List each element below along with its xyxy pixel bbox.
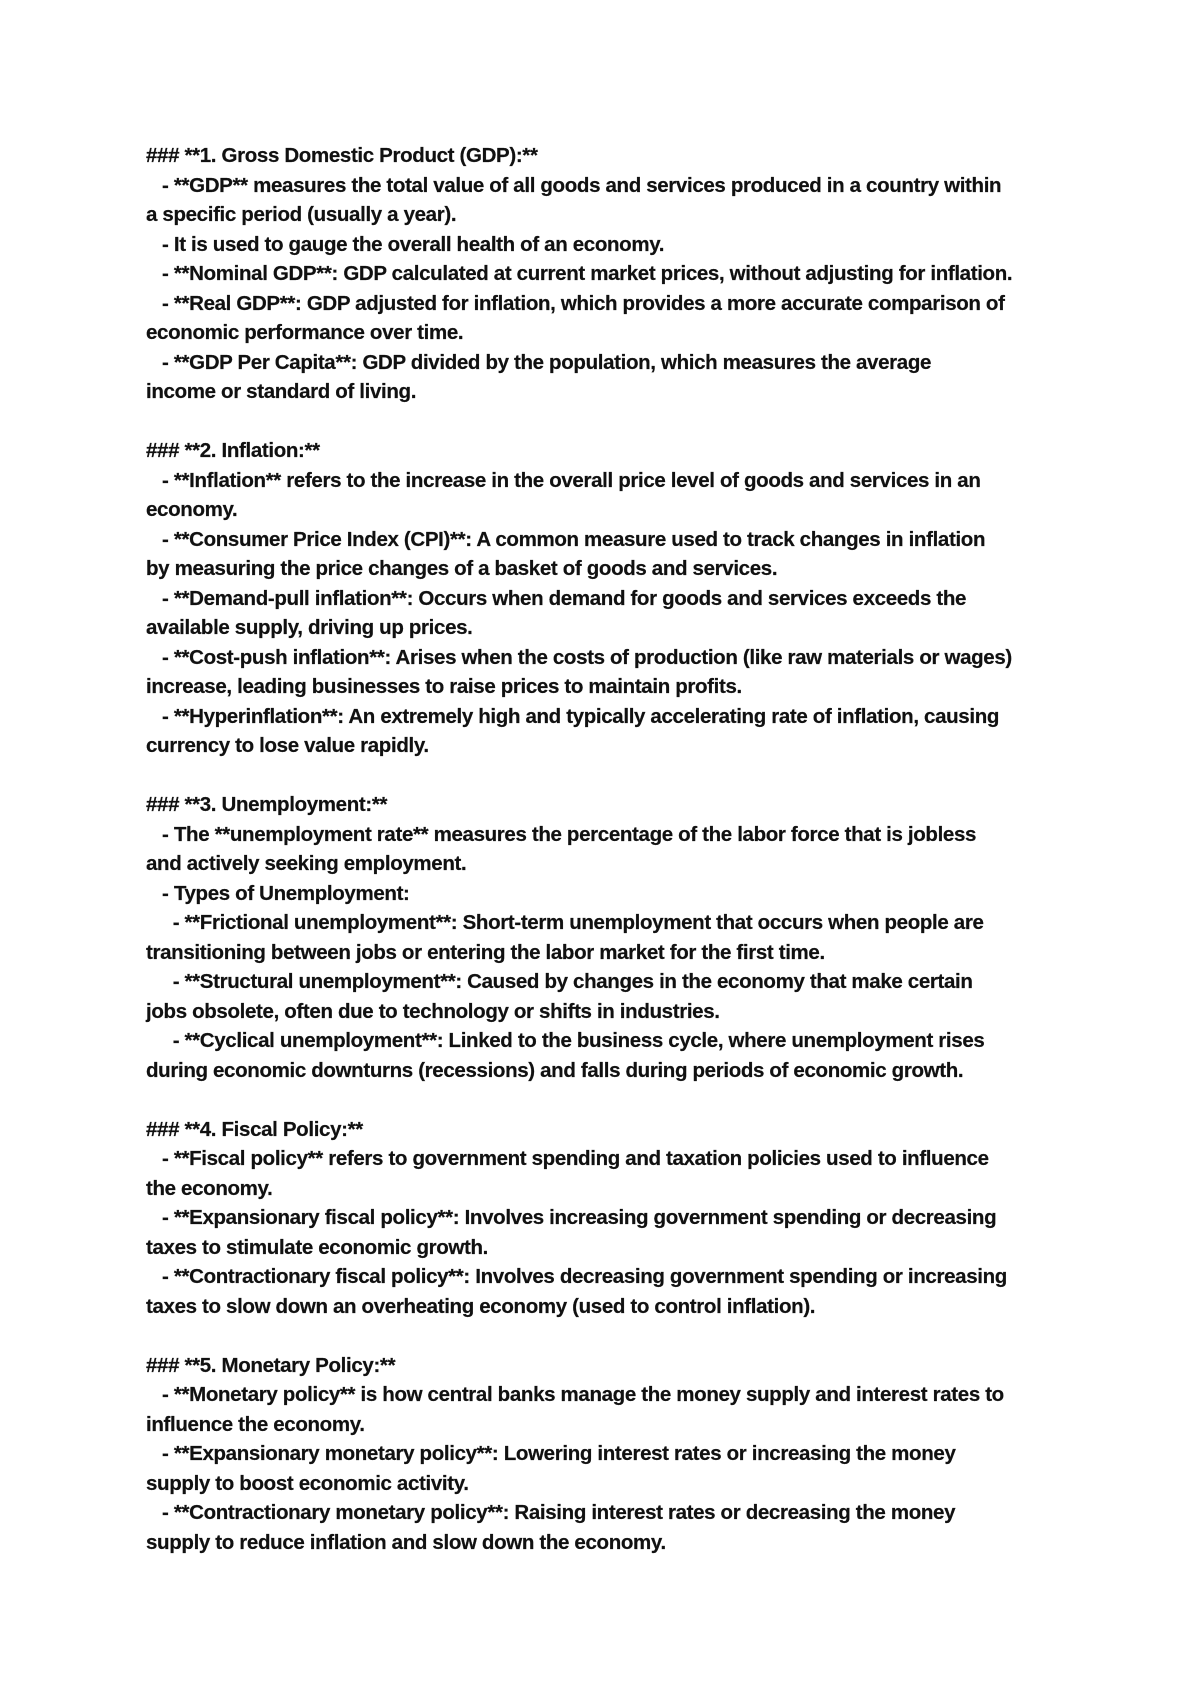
text-line: - **GDP** measures the total value of all goods and services produced in a country within: [146, 173, 1002, 197]
document-body: [146, 141, 1066, 1557]
text-line: - **Nominal GDP**: GDP calculated at current market prices, without adjusting for inflation.: [146, 262, 1013, 285]
text-line: - It is used to gauge the overall health of an economy.: [146, 232, 665, 256]
section-gap: [146, 1321, 1066, 1351]
section-fiscal-policy: [146, 1115, 1066, 1322]
text-line: taxes to slow down an overheating economy (used to control inflation).: [146, 1294, 816, 1318]
text-line: - **GDP Per Capita**: GDP divided by the population, which measures the average: [146, 350, 932, 374]
text-line: - The **unemployment rate** measures the percentage of the labor force that is jobless: [146, 822, 977, 846]
text-line: - **Frictional unemployment**: Short-term unemployment that occurs when people are: [146, 911, 984, 934]
section-monetary-policy: [146, 1351, 1066, 1558]
text-line: a specific period (usually a year).: [146, 203, 457, 226]
text-line: - **Expansionary monetary policy**: Lowering interest rates or increasing the money: [146, 1442, 956, 1465]
text-line: supply to boost economic activity.: [146, 1471, 469, 1495]
text-line: - **Demand-pull inflation**: Occurs when demand for goods and services exceeds the: [146, 586, 967, 610]
text-line: influence the economy.: [146, 1412, 365, 1436]
text-line: during economic downturns (recessions) and falls during periods of economic growth.: [146, 1058, 964, 1082]
section-heading: ### **1. Gross Domestic Product (GDP):**: [146, 144, 538, 167]
text-line: economy.: [146, 498, 238, 521]
section-gap: [146, 407, 1066, 437]
text-line: income or standard of living.: [146, 380, 417, 403]
section-heading: ### **2. Inflation:**: [146, 439, 320, 462]
text-line: - **Fiscal policy** refers to government spending and taxation policies used to influence: [146, 1147, 989, 1170]
text-line: - **Consumer Price Index (CPI)**: A common measure used to track changes in inflation: [146, 527, 986, 551]
text-line: - **Cyclical unemployment**: Linked to the business cycle, where unemployment rises: [146, 1029, 985, 1052]
section-heading: ### **5. Monetary Policy:**: [146, 1353, 396, 1377]
section-inflation: [146, 436, 1066, 761]
text-line: - **Inflation** refers to the increase in the overall price level of goods and services in an: [146, 468, 981, 492]
text-line: - **Monetary policy** is how central banks manage the money supply and interest rates to: [146, 1383, 1004, 1406]
text-line: supply to reduce inflation and slow down the economy.: [146, 1530, 666, 1554]
text-line: available supply, driving up prices.: [146, 616, 473, 639]
text-line: economic performance over time.: [146, 321, 464, 344]
section-gdp: [146, 141, 1066, 407]
text-line: - Types of Unemployment:: [146, 881, 410, 905]
text-line: taxes to stimulate economic growth.: [146, 1235, 489, 1259]
text-line: - **Contractionary fiscal policy**: Involves decreasing government spending or increasing: [146, 1265, 1007, 1288]
text-line: - **Structural unemployment**: Caused by changes in the economy that make certain: [146, 970, 973, 993]
section-gap: [146, 1085, 1066, 1115]
text-line: - **Hyperinflation**: An extremely high and typically accelerating rate of inflation, causing: [146, 704, 1000, 728]
text-line: currency to lose value rapidly.: [146, 734, 429, 757]
section-unemployment: [146, 790, 1066, 1085]
text-line: increase, leading businesses to raise prices to maintain profits.: [146, 675, 742, 698]
text-line: by measuring the price changes of a basket of goods and services.: [146, 557, 778, 580]
text-line: transitioning between jobs or entering the labor market for the first time.: [146, 940, 825, 964]
text-line: - **Cost-push inflation**: Arises when the costs of production (like raw materials or wages): [146, 645, 1012, 669]
text-line: and actively seeking employment.: [146, 852, 467, 875]
text-line: - **Contractionary monetary policy**: Raising interest rates or decreasing the money: [146, 1501, 956, 1524]
text-line: the economy.: [146, 1176, 273, 1200]
section-gap: [146, 761, 1066, 791]
text-line: jobs obsolete, often due to technology or shifts in industries.: [146, 999, 720, 1023]
text-line: - **Real GDP**: GDP adjusted for inflation, which provides a more accurate comparison of: [146, 291, 1005, 315]
section-heading: ### **4. Fiscal Policy:**: [146, 1117, 363, 1141]
section-heading: ### **3. Unemployment:**: [146, 793, 388, 816]
text-line: - **Expansionary fiscal policy**: Involves increasing government spending or decreasing: [146, 1206, 997, 1229]
